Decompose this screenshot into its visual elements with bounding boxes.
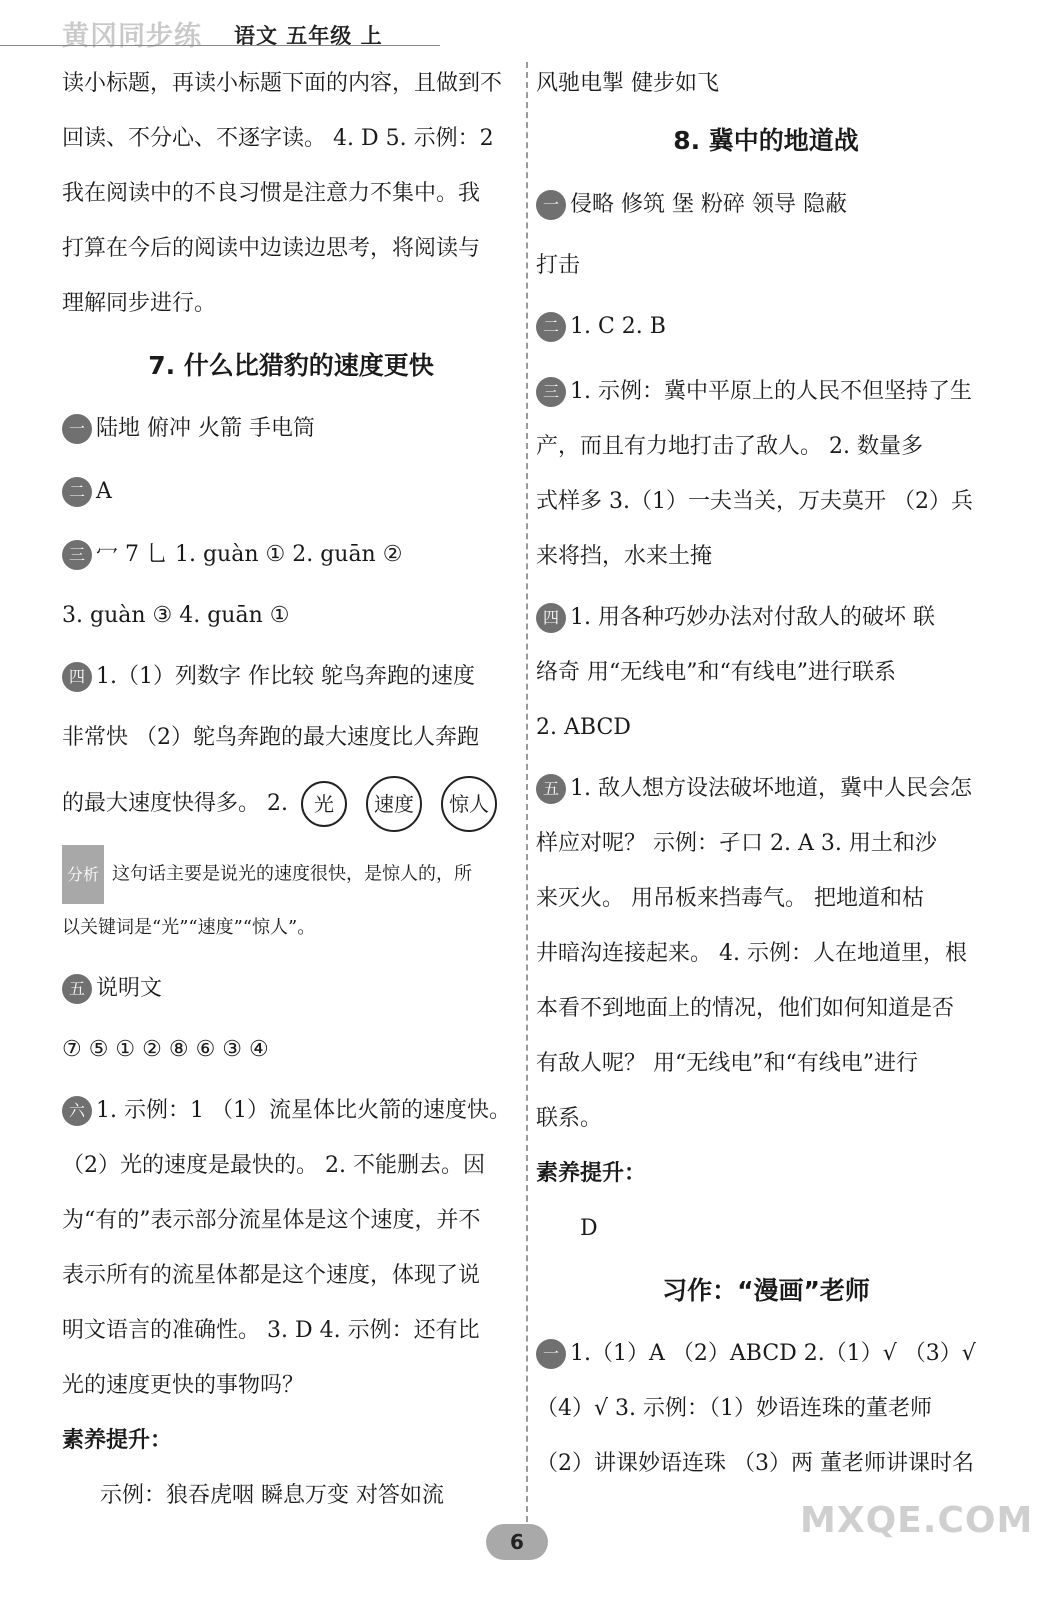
text-line: 产，而且有力地打击了敌人。 2. 数量多 — [536, 434, 923, 459]
text-line: 回读、不分心、不逐字读。 4. D 5. 示例：2 — [62, 126, 494, 151]
lesson-title-8: 8. 冀中的地道战 — [673, 126, 859, 155]
section-3: 三 冖 7 乚 1. guàn ① 2. guān ② — [62, 527, 520, 582]
header-rule — [0, 45, 440, 46]
subject-label: 语文 五年级 上 — [234, 23, 383, 48]
section-4: 四 1.（1）列数字 作比较 鸵鸟奔跑的速度 — [62, 649, 520, 704]
section-badge: 五 — [62, 974, 92, 1004]
text-line: （4）√ 3. 示例：（1）妙语连珠的董老师 — [536, 1396, 932, 1421]
text-line: 有敌人呢？ 用“无线电”和“有线电”进行 — [536, 1051, 918, 1076]
circled-word: 惊人 — [441, 776, 497, 832]
section-badge: 一 — [536, 190, 566, 220]
section-1: 一 陆地 俯冲 火箭 手电筒 — [62, 401, 520, 456]
text-line: 非常快 （2）鸵鸟奔跑的最大速度比人奔跑 — [62, 725, 479, 750]
text-line: 本看不到地面上的情况，他们如何知道是否 — [536, 996, 955, 1021]
section-badge: 二 — [62, 477, 92, 507]
writing-title: 习作：“漫画”老师 — [662, 1276, 870, 1305]
lesson-title-7: 7. 什么比猎豹的速度更快 — [148, 351, 434, 380]
analysis-note: 分析 这句话主要是说光的速度很快，是惊人的，所 — [62, 845, 520, 900]
page-header — [0, 0, 1037, 50]
circled-word: 光 — [301, 781, 347, 827]
column-divider — [526, 62, 528, 1532]
text-line: （2）光的速度是最快的。 2. 不能删去。因 — [62, 1153, 485, 1178]
text-line: 以关键词是“光”“速度”“惊人”。 — [62, 917, 316, 938]
writing-section-1: 一 1.（1）A （2）ABCD 2.（1）√ （3）√ — [536, 1326, 996, 1381]
suyang-answer: 示例：狼吞虎咽 瞬息万变 对答如流 — [100, 1483, 444, 1508]
text-line: 来灭火。 用吊板来挡毒气。 把地道和枯 — [536, 886, 924, 911]
suyang-label: 素养提升： — [536, 1161, 647, 1186]
text-line: 井暗沟连接起来。 4. 示例：人在地道里，根 — [536, 941, 967, 966]
text-line: （2）讲课妙语连珠 （3）两 董老师讲课时名 — [536, 1451, 974, 1476]
section-badge: 五 — [536, 774, 566, 804]
text-line: 2. ABCD — [536, 715, 631, 740]
section-3: 三 1. 示例：冀中平原上的人民不但坚持了生 — [536, 364, 996, 419]
section-4: 四 1. 用各种巧妙办法对付敌人的破坏 联 — [536, 590, 996, 645]
text-line: 理解同步进行。 — [62, 291, 217, 316]
analysis-tag: 分析 — [62, 845, 104, 904]
text-line: 式样多 3.（1）一夫当关，万夫莫开 （2）兵 — [536, 489, 973, 514]
left-column — [62, 56, 520, 1523]
section-badge: 四 — [62, 662, 92, 692]
section-badge: 六 — [62, 1096, 92, 1126]
text-line: 读小标题，再读小标题下面的内容，且做到不 — [62, 71, 503, 96]
text-line: 络奇 用“无线电”和“有线电”进行联系 — [536, 660, 896, 685]
brand-logo: 黄冈同步练 — [62, 21, 202, 52]
suyang-answer: D — [580, 1216, 598, 1241]
section-2: 二 A — [62, 464, 520, 519]
section-badge: 二 — [536, 312, 566, 342]
text-line: 风驰电掣 健步如飞 — [536, 71, 719, 96]
page-number: 6 — [486, 1524, 548, 1560]
section-5: 五 说明文 — [62, 961, 520, 1016]
section-badge: 四 — [536, 603, 566, 633]
circled-word: 速度 — [366, 776, 422, 832]
section-2: 二 1. C 2. B — [536, 299, 996, 354]
text-line: 3. guàn ③ 4. guān ① — [62, 603, 290, 628]
circled-keywords-line: 的最大速度快得多。 2. 光 速度 惊人 — [62, 769, 520, 839]
section-badge: 三 — [62, 540, 92, 570]
text-line: 明文语言的准确性。 3. D 4. 示例：还有比 — [62, 1318, 480, 1343]
text-line: 光的速度更快的事物吗？ — [62, 1373, 305, 1398]
text-line: 我在阅读中的不良习惯是注意力不集中。我 — [62, 181, 481, 206]
section-6: 六 1. 示例：1 （1）流星体比火箭的速度快。 — [62, 1083, 520, 1138]
section-badge: 三 — [536, 377, 566, 407]
section-badge: 一 — [62, 414, 92, 444]
section-1: 一 侵略 修筑 堡 粉碎 领导 隐蔽 — [536, 177, 996, 232]
text-line: 样应对呢？ 示例：孑口 2. A 3. 用土和沙 — [536, 831, 937, 856]
order-answers: ⑦ ⑤ ① ② ⑧ ⑥ ③ ④ — [62, 1037, 269, 1062]
text-line: 联系。 — [536, 1106, 603, 1131]
text-line: 打击 — [536, 253, 581, 278]
text-line: 为“有的”表示部分流星体是这个速度，并不 — [62, 1208, 481, 1233]
text-line: 打算在今后的阅读中边读边思考，将阅读与 — [62, 236, 481, 261]
suyang-label: 素养提升： — [62, 1428, 173, 1453]
right-column — [536, 56, 996, 1491]
section-badge: 一 — [536, 1339, 566, 1369]
text-line: 表示所有的流星体都是这个速度，体现了说 — [62, 1263, 481, 1288]
section-5: 五 1. 敌人想方设法破坏地道，冀中人民会怎 — [536, 761, 996, 816]
watermark: MXQE.COM — [800, 1500, 1034, 1541]
text-line: 来将挡，水来土掩 — [536, 544, 713, 569]
